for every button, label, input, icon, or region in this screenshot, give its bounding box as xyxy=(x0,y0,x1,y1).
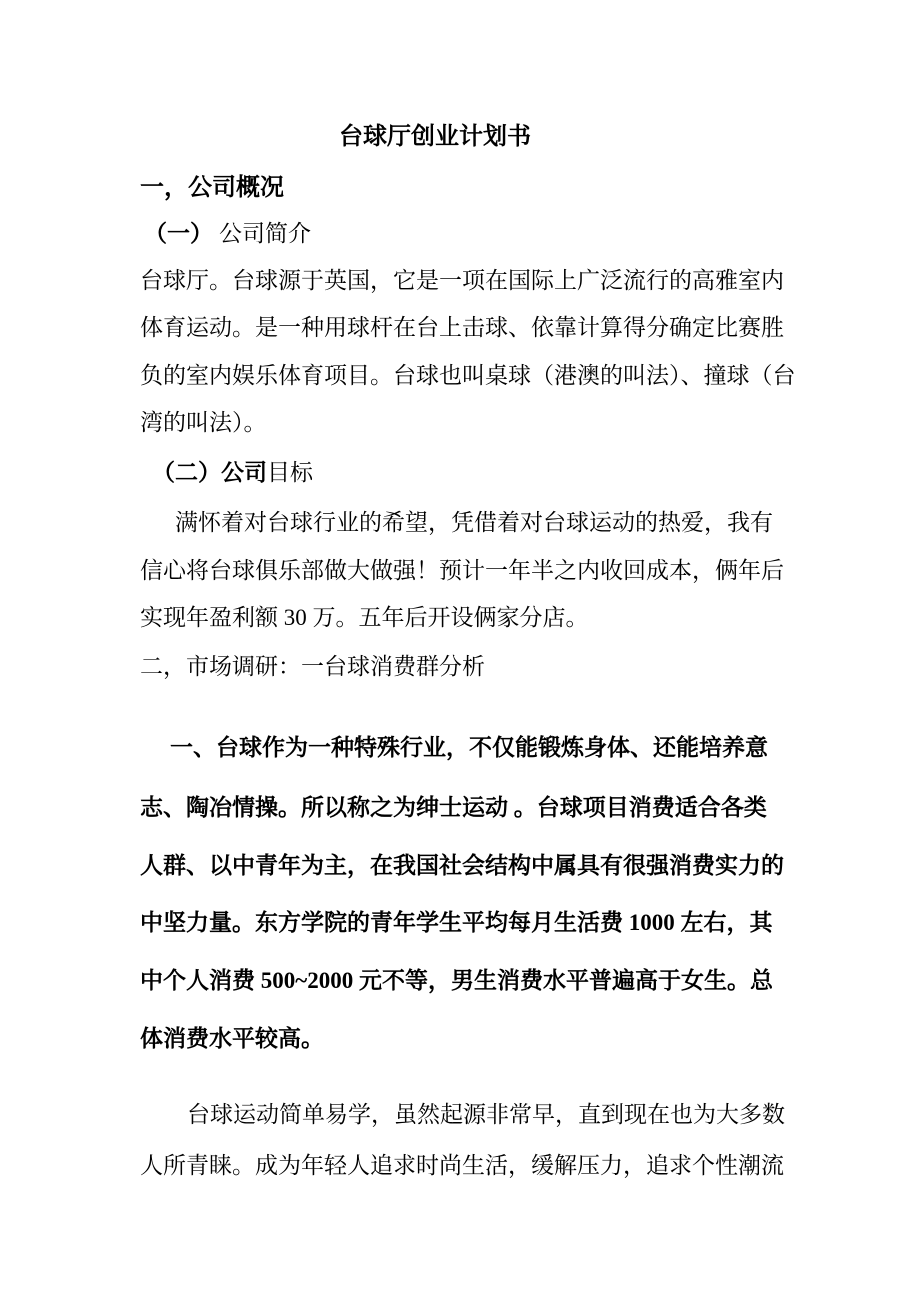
bold-paragraph-line: 一、台球作为一种特殊行业，不仅能锻炼身体、还能培养意 xyxy=(170,735,768,760)
paragraph-line: 体育运动。是一种用球杆在台上击球、依靠计算得分确定比赛胜 xyxy=(140,315,784,340)
bold-paragraph-line: 中坚力量。东方学院的青年学生平均每月生活费 1000 左右，其 xyxy=(140,910,773,935)
subsection-label-1: （一） xyxy=(144,221,213,247)
subsection-title-2: 目标 xyxy=(267,460,313,485)
paragraph-line: 满怀着对台球行业的希望，凭借着对台球运动的热爱，我有 xyxy=(175,510,773,535)
bold-paragraph-line: 志、陶冶情操。所以称之为绅士运动 。台球项目消费适合各类 xyxy=(140,795,767,820)
paragraph-line: 实现年盈利额 30 万。五年后开设俩家分店。 xyxy=(140,605,589,630)
paragraph-line: 信心将台球俱乐部做大做强！预计一年半之内收回成本，俩年后 xyxy=(140,558,784,583)
paragraph-line: 负的室内娱乐体育项目。台球也叫桌球（港澳的叫法）、撞球（台 xyxy=(140,363,796,388)
paragraph-line: 台球运动简单易学，虽然起源非常早，直到现在也为大多数 xyxy=(187,1102,785,1127)
subsection-title-1: 公司简介 xyxy=(219,221,311,246)
bold-paragraph-line: 中个人消费 500~2000 元不等，男生消费水平普遍高于女生。总 xyxy=(140,968,773,993)
section-heading-company-overview: 一，公司概况 xyxy=(140,173,284,201)
paragraph-line: 台球厅。台球源于英国，它是一项在国际上广泛流行的高雅室内 xyxy=(140,268,784,293)
paragraph-line: 湾的叫法）。 xyxy=(140,410,267,435)
paragraph-line: 人所青睐。成为年轻人追求时尚生活，缓解压力，追求个性潮流 xyxy=(140,1153,784,1178)
bold-paragraph-line: 体消费水平较高。 xyxy=(140,1026,324,1051)
section-heading-market-research: 二，市场调研：一台球消费群分析 xyxy=(140,654,485,679)
bold-paragraph-line: 人群、以中青年为主，在我国社会结构中属具有很强消费实力的 xyxy=(140,853,784,878)
subsection-label-2: （二）公司 xyxy=(152,460,267,486)
document-title: 台球厅创业计划书 xyxy=(339,122,531,150)
